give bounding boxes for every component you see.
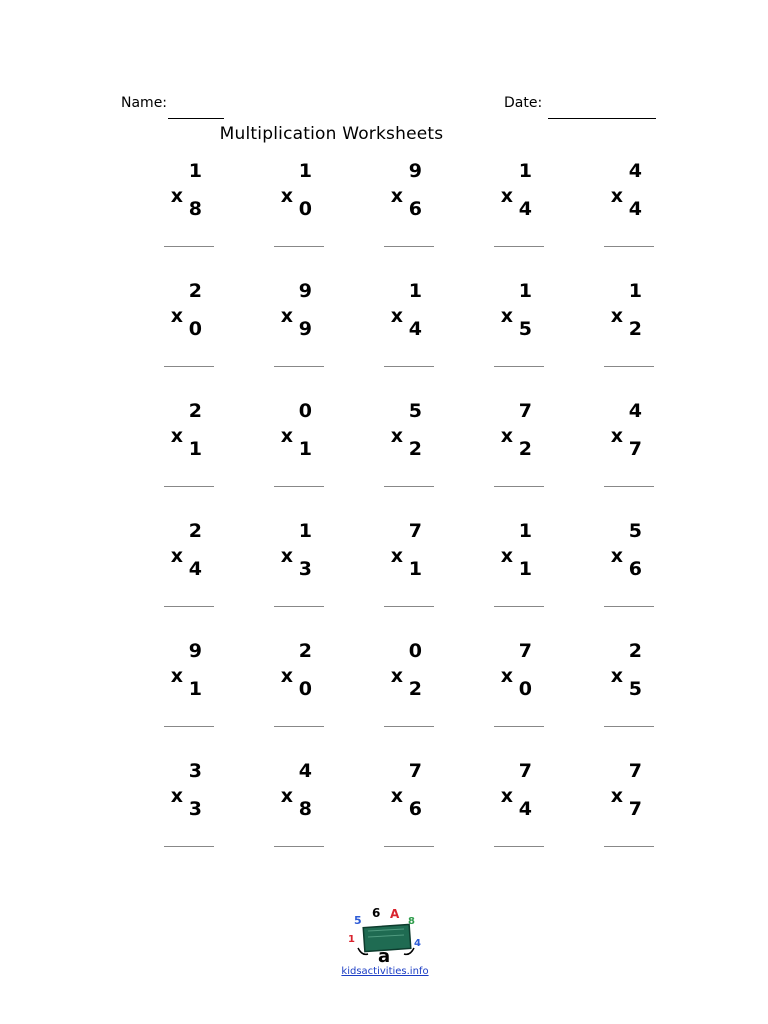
multiplicand: 5 xyxy=(628,520,642,542)
multiplier: 6 xyxy=(628,558,642,580)
times-sign: x xyxy=(170,785,183,807)
problem-r2-c3 xyxy=(360,280,440,390)
times-sign: x xyxy=(610,185,623,207)
problem-r1-c3 xyxy=(360,160,440,270)
times-sign: x xyxy=(280,665,293,687)
times-sign: x xyxy=(610,785,623,807)
answer-line[interactable] xyxy=(604,726,654,727)
times-sign: x xyxy=(610,425,623,447)
answer-line[interactable] xyxy=(274,366,324,367)
times-sign: x xyxy=(170,545,183,567)
times-sign: x xyxy=(610,665,623,687)
times-sign: x xyxy=(170,185,183,207)
multiplicand: 2 xyxy=(188,400,202,422)
answer-line[interactable] xyxy=(384,846,434,847)
multiplicand: 5 xyxy=(408,400,422,422)
svg-text:5: 5 xyxy=(354,914,362,927)
multiplicand: 1 xyxy=(518,160,532,182)
problem-r3-c3 xyxy=(360,400,440,510)
problem-r4-c2 xyxy=(250,520,330,630)
multiplier: 5 xyxy=(518,318,532,340)
problem-r2-c5 xyxy=(580,280,660,390)
multiplier: 2 xyxy=(518,438,532,460)
svg-text:A: A xyxy=(390,907,400,921)
times-sign: x xyxy=(280,305,293,327)
multiplicand: 0 xyxy=(408,640,422,662)
multiplicand: 1 xyxy=(188,160,202,182)
multiplicand: 1 xyxy=(518,520,532,542)
multiplier: 4 xyxy=(408,318,422,340)
multiplier: 4 xyxy=(518,798,532,820)
answer-line[interactable] xyxy=(494,486,544,487)
problem-r2-c2 xyxy=(250,280,330,390)
problem-r4-c3 xyxy=(360,520,440,630)
answer-line[interactable] xyxy=(164,606,214,607)
answer-line[interactable] xyxy=(274,606,324,607)
multiplier: 3 xyxy=(188,798,202,820)
multiplicand: 7 xyxy=(518,640,532,662)
answer-line[interactable] xyxy=(384,246,434,247)
answer-line[interactable] xyxy=(604,486,654,487)
multiplicand: 9 xyxy=(408,160,422,182)
multiplicand: 1 xyxy=(518,280,532,302)
multiplier: 0 xyxy=(298,678,312,700)
date-label: Date: xyxy=(504,95,543,111)
times-sign: x xyxy=(280,785,293,807)
answer-line[interactable] xyxy=(604,366,654,367)
answer-line[interactable] xyxy=(494,726,544,727)
multiplicand: 2 xyxy=(188,520,202,542)
times-sign: x xyxy=(500,425,513,447)
answer-line[interactable] xyxy=(274,846,324,847)
multiplicand: 4 xyxy=(298,760,312,782)
times-sign: x xyxy=(390,185,403,207)
problem-r5-c1 xyxy=(140,640,220,750)
multiplier: 7 xyxy=(628,438,642,460)
times-sign: x xyxy=(390,305,403,327)
svg-text:1: 1 xyxy=(348,934,355,945)
svg-text:6: 6 xyxy=(372,906,381,920)
times-sign: x xyxy=(170,425,183,447)
multiplicand: 7 xyxy=(518,760,532,782)
multiplier: 4 xyxy=(188,558,202,580)
multiplicand: 3 xyxy=(188,760,202,782)
problem-r6-c1 xyxy=(140,760,220,870)
times-sign: x xyxy=(610,545,623,567)
times-sign: x xyxy=(390,665,403,687)
kidsactivities-link[interactable]: kidsactivities.info xyxy=(341,966,429,977)
name-label: Name: xyxy=(121,95,168,111)
problem-r3-c5 xyxy=(580,400,660,510)
answer-line[interactable] xyxy=(164,366,214,367)
multiplier: 0 xyxy=(188,318,202,340)
multiplier: 2 xyxy=(408,438,422,460)
times-sign: x xyxy=(390,785,403,807)
multiplier: 4 xyxy=(628,198,642,220)
multiplicand: 0 xyxy=(298,400,312,422)
problem-r5-c3 xyxy=(360,640,440,750)
times-sign: x xyxy=(500,785,513,807)
problem-r2-c4 xyxy=(470,280,550,390)
multiplier: 4 xyxy=(518,198,532,220)
problem-r1-c4 xyxy=(470,160,550,270)
answer-line[interactable] xyxy=(384,726,434,727)
multiplicand: 4 xyxy=(628,400,642,422)
multiplier: 1 xyxy=(188,438,202,460)
problem-r1-c2 xyxy=(250,160,330,270)
answer-line[interactable] xyxy=(604,606,654,607)
answer-line[interactable] xyxy=(164,486,214,487)
multiplier: 8 xyxy=(298,798,312,820)
kidsactivities-logo-icon xyxy=(344,904,428,964)
multiplicand: 1 xyxy=(628,280,642,302)
multiplicand: 7 xyxy=(408,520,422,542)
multiplier: 8 xyxy=(188,198,202,220)
times-sign: x xyxy=(500,185,513,207)
answer-line[interactable] xyxy=(384,366,434,367)
problem-r1-c5 xyxy=(580,160,660,270)
multiplicand: 2 xyxy=(298,640,312,662)
answer-line[interactable] xyxy=(604,846,654,847)
times-sign: x xyxy=(280,545,293,567)
multiplier: 6 xyxy=(408,798,422,820)
multiplier: 1 xyxy=(298,438,312,460)
multiplier: 2 xyxy=(408,678,422,700)
multiplier: 1 xyxy=(518,558,532,580)
multiplier: 9 xyxy=(298,318,312,340)
times-sign: x xyxy=(280,185,293,207)
answer-line[interactable] xyxy=(274,246,324,247)
answer-line[interactable] xyxy=(604,246,654,247)
multiplicand: 4 xyxy=(628,160,642,182)
problem-r6-c3 xyxy=(360,760,440,870)
answer-line[interactable] xyxy=(494,366,544,367)
multiplier: 1 xyxy=(408,558,422,580)
answer-line[interactable] xyxy=(164,246,214,247)
times-sign: x xyxy=(610,305,623,327)
svg-text:4: 4 xyxy=(414,938,421,949)
problem-r3-c1 xyxy=(140,400,220,510)
times-sign: x xyxy=(500,545,513,567)
multiplicand: 7 xyxy=(518,400,532,422)
problem-r4-c4 xyxy=(470,520,550,630)
multiplier: 7 xyxy=(628,798,642,820)
multiplier: 6 xyxy=(408,198,422,220)
answer-line[interactable] xyxy=(494,606,544,607)
multiplicand: 2 xyxy=(188,280,202,302)
times-sign: x xyxy=(500,665,513,687)
times-sign: x xyxy=(390,425,403,447)
multiplier: 3 xyxy=(298,558,312,580)
multiplicand: 1 xyxy=(298,520,312,542)
multiplier: 2 xyxy=(628,318,642,340)
problem-r5-c5 xyxy=(580,640,660,750)
multiplier: 0 xyxy=(298,198,312,220)
multiplicand: 2 xyxy=(628,640,642,662)
problem-r2-c1 xyxy=(140,280,220,390)
problem-r3-c2 xyxy=(250,400,330,510)
page-title: Multiplication Worksheets xyxy=(219,124,444,144)
problem-r6-c4 xyxy=(470,760,550,870)
problem-r4-c1 xyxy=(140,520,220,630)
answer-line[interactable] xyxy=(384,486,434,487)
problem-r6-c2 xyxy=(250,760,330,870)
multiplier: 1 xyxy=(188,678,202,700)
svg-text:8: 8 xyxy=(408,916,415,927)
problem-r5-c4 xyxy=(470,640,550,750)
answer-line[interactable] xyxy=(274,726,324,727)
times-sign: x xyxy=(170,305,183,327)
times-sign: x xyxy=(170,665,183,687)
answer-line[interactable] xyxy=(494,846,544,847)
problem-r3-c4 xyxy=(470,400,550,510)
multiplier: 5 xyxy=(628,678,642,700)
multiplicand: 9 xyxy=(188,640,202,662)
problem-r1-c1 xyxy=(140,160,220,270)
answer-line[interactable] xyxy=(384,606,434,607)
times-sign: x xyxy=(390,545,403,567)
answer-line[interactable] xyxy=(494,246,544,247)
problem-r6-c5 xyxy=(580,760,660,870)
multiplicand: 1 xyxy=(408,280,422,302)
answer-line[interactable] xyxy=(164,726,214,727)
multiplicand: 9 xyxy=(298,280,312,302)
problem-r4-c5 xyxy=(580,520,660,630)
svg-text:a: a xyxy=(378,946,391,964)
multiplier: 0 xyxy=(518,678,532,700)
answer-line[interactable] xyxy=(274,486,324,487)
times-sign: x xyxy=(500,305,513,327)
answer-line[interactable] xyxy=(164,846,214,847)
multiplicand: 7 xyxy=(408,760,422,782)
multiplicand: 1 xyxy=(298,160,312,182)
problem-r5-c2 xyxy=(250,640,330,750)
multiplicand: 7 xyxy=(628,760,642,782)
times-sign: x xyxy=(280,425,293,447)
